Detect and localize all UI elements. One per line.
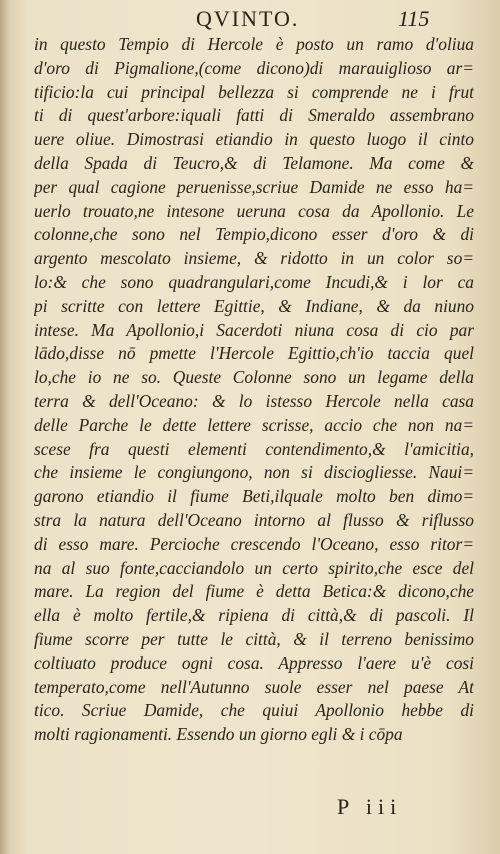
text-line: di esso mare. Percioche crescendo l'Oceano, esso ritor= bbox=[34, 533, 474, 554]
text-line: intese. Ma Apollonio,i Sacerdoti niuna cosa di cio par bbox=[34, 319, 474, 340]
text-line: uere oliue. Dimostrasi etiandio in questo luogo il cinto bbox=[34, 129, 474, 150]
text-line: argento mescolato insieme, & ridotto in un color so= bbox=[34, 248, 474, 269]
text-line: temperato,come nell'Autunno suole esser nel paese At bbox=[34, 676, 474, 697]
text-line: uerlo trouato,ne intesone ueruna cosa da Apollonio. Le bbox=[34, 200, 474, 221]
text-line: per qual cagione peruenisse,scriue Damide ne esso ha= bbox=[34, 176, 474, 197]
text-line: tificio:la cui principal bellezza si comprende ne i frut bbox=[34, 81, 474, 102]
text-line: fiume scorre per tutte le città, & il terreno benissimo bbox=[34, 628, 474, 649]
body-text bbox=[34, 33, 474, 747]
text-line: coltiuato produce ogni cosa. Appresso l'aere u'è cosi bbox=[34, 652, 474, 673]
page-number: 115 bbox=[398, 6, 430, 31]
text-line: scese fra questi elementi contendimento,& l'amicitia, bbox=[34, 438, 474, 459]
text-line: colonne,che sono nel Tempio,dicono esser d'oro & di bbox=[34, 224, 474, 245]
text-line: mare. La region del fiume è detta Betica:& dicono,che bbox=[34, 581, 474, 602]
page-header bbox=[0, 6, 500, 32]
text-line: molti ragionamenti. Essendo un giorno egli & i cōpa bbox=[34, 724, 403, 745]
spine-shadow bbox=[0, 0, 10, 854]
text-line: terra & dell'Oceano: & lo istesso Hercole nella casa bbox=[34, 390, 474, 411]
text-line: ella è molto fertile,& ripiena di città,& di pascoli. Il bbox=[34, 605, 474, 626]
text-line: della Spada di Teucro,& di Telamone. Ma come & bbox=[34, 152, 474, 173]
text-line: tico. Scriue Damide, che quiui Apollonio hebbe di bbox=[34, 700, 474, 721]
text-line: lādo,disse nō pmette l'Hercole Egittio,ch'io taccia quel bbox=[34, 343, 474, 364]
text-line: stra la natura dell'Oceano intorno al flusso & riflusso bbox=[34, 509, 474, 530]
text-line: delle Parche le dette lettere scrisse, accio che non na= bbox=[34, 414, 474, 435]
text-line: lo,che io ne so. Queste Colonne sono un legame della bbox=[34, 367, 474, 388]
running-head: QVINTO. bbox=[196, 6, 300, 31]
text-line: na al suo fonte,cacciandolo un certo spirito,che esce del bbox=[34, 557, 474, 578]
text-line: lo:& che sono quadrangulari,come Incudi,& i lor ca bbox=[34, 271, 474, 292]
signature-mark: P iii bbox=[337, 794, 403, 819]
text-line: garono etiandio il fiume Beti,ilquale molto ben dimo= bbox=[34, 486, 474, 507]
text-line: d'oro di Pigmalione,(come dicono)di marauiglioso ar= bbox=[34, 57, 474, 78]
text-line: che insieme le congiungono, non si disciogliesse. Naui= bbox=[34, 462, 474, 483]
text-line: ti di quest'arbore:iquali fatti di Smeraldo assembrano bbox=[34, 105, 474, 126]
text-line: pi scritte con lettere Egittie, & Indiane, & da niuno bbox=[34, 295, 474, 316]
text-line: in questo Tempio di Hercole è posto un ramo d'oliua bbox=[34, 34, 474, 54]
